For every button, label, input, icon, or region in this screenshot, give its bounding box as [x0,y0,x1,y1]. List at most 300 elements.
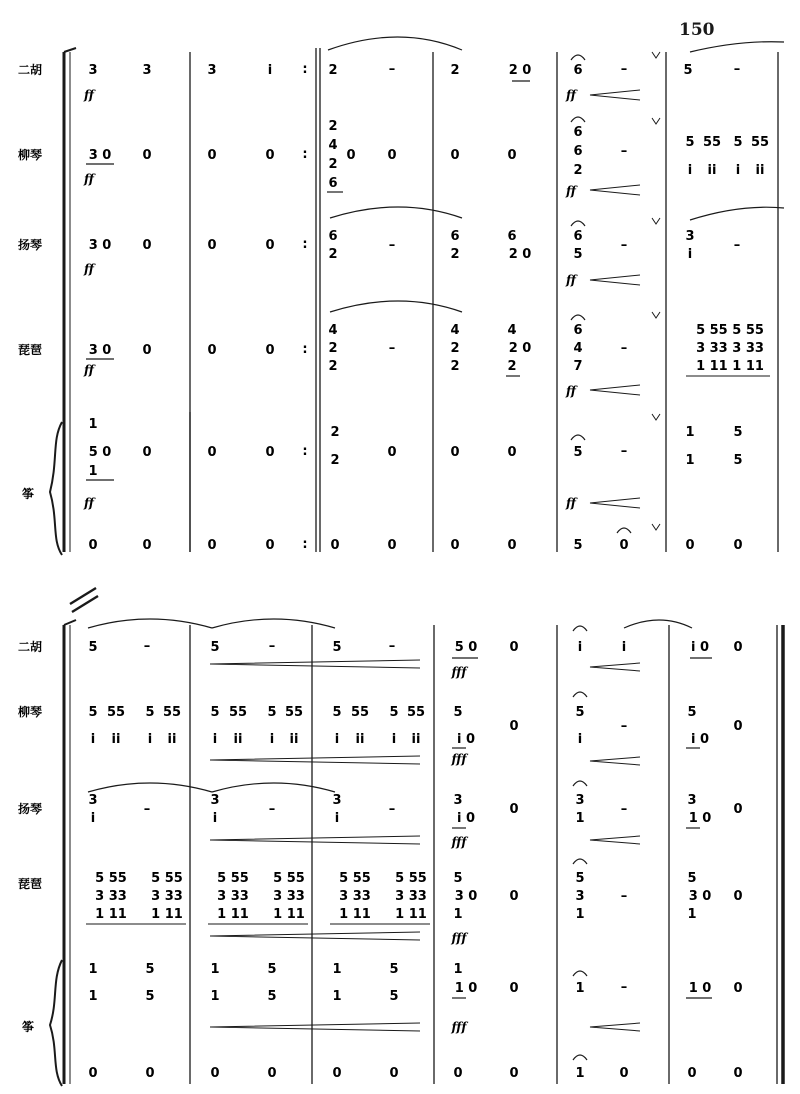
note: 3 [687,793,697,808]
crescendo [590,385,640,395]
note: 5 [685,135,695,150]
slur [330,301,462,312]
slur [88,619,212,628]
note: 55 [228,705,248,720]
note: 55 [106,705,126,720]
note: 0 [207,343,217,358]
note: 0 [509,640,519,655]
note: 3 33 [95,889,127,904]
note: i [687,163,693,178]
fermata [571,221,585,226]
note: 0 [346,148,356,163]
fermata [573,626,587,631]
note: 1 11 [217,907,249,922]
dynamic-mark: ff [84,363,94,377]
note: 1 [685,425,695,440]
note: 3 0 [88,148,112,163]
dynamic-mark: ff [566,496,576,510]
dynamic-mark: ff [84,88,94,102]
crescendo [210,1023,420,1031]
breath-mark [652,524,660,530]
note: 0 [142,238,152,253]
note: 1 [332,962,342,977]
note: 3 33 [151,889,183,904]
note: 3 0 [688,889,712,904]
zheng-brace [50,960,62,1086]
fermata [573,692,587,697]
note: 0 [450,538,460,553]
note: 0 [267,1066,277,1081]
slur [330,207,462,218]
note: 5 [332,640,342,655]
slur [328,37,462,50]
note: i 0 [456,811,476,826]
note: 0 [450,445,460,460]
note: 1 11 [339,907,371,922]
system-bracket-hook [64,620,76,625]
note: 5 [687,705,697,720]
note: 1 [332,989,342,1004]
section-slash [70,588,98,612]
crescendo [590,275,640,285]
crescendo [210,660,420,668]
note: i [90,811,96,826]
note: ii [707,163,717,178]
note: 6 [573,323,583,338]
note: 3 [453,793,463,808]
note: i [90,732,96,747]
note: 5 [733,135,743,150]
note: 6 [573,63,583,78]
note: – [388,238,396,253]
note: 2 0 [508,247,532,262]
note: 0 [509,889,519,904]
note: – [268,639,276,654]
note: 0 [509,981,519,996]
note: – [143,639,151,654]
note: 0 [733,719,743,734]
note: 2 0 [508,63,532,78]
note: – [388,802,396,817]
note: 5 [683,63,693,78]
note: ii [289,732,299,747]
slur [212,783,335,792]
note: 5 [210,705,220,720]
note: 0 [387,538,397,553]
note: 0 [145,1066,155,1081]
note: – [388,62,396,77]
note: i [269,732,275,747]
note: 0 [733,981,743,996]
fermata [573,859,587,864]
note: – [620,802,628,817]
note: 2 [328,119,338,134]
note: 1 11 [95,907,127,922]
note: 5 55 [217,871,249,886]
note: 5 [88,640,98,655]
note: – [733,62,741,77]
note: 6 [507,229,517,244]
note: 0 [507,148,517,163]
dynamic-mark: ff [566,384,576,398]
note: 1 11 [151,907,183,922]
note: 0 [142,148,152,163]
note: 1 [687,907,697,922]
note: 5 [453,871,463,886]
note: i [212,732,218,747]
note: 5 [267,989,277,1004]
note: 3 33 [217,889,249,904]
note: – [388,341,396,356]
note: 4 [328,323,338,338]
crescendo [590,90,640,100]
note: : [302,444,308,459]
note: 0 [389,1066,399,1081]
note: 3 33 3 33 [696,341,764,356]
note: 6 [450,229,460,244]
note: – [388,639,396,654]
note: 5 [733,453,743,468]
note: 0 [509,802,519,817]
note: 0 [453,1066,463,1081]
note: 1 [88,989,98,1004]
crescendo [590,757,640,765]
note: 5 [687,871,697,886]
note: – [620,444,628,459]
slur [624,620,692,628]
note: 0 [687,1066,697,1081]
note: 0 [733,802,743,817]
page-number: 150 [679,20,715,40]
note: 6 [328,176,338,191]
fermata [573,781,587,786]
breath-mark [652,414,660,420]
note: 3 [210,793,220,808]
note: 5 [389,989,399,1004]
note: : [302,62,308,77]
label-zheng: 筝 [22,1020,35,1034]
note: 3 [88,63,98,78]
note: 1 [575,907,585,922]
note: 2 0 [508,341,532,356]
note: – [620,341,628,356]
dynamic-mark: ff [566,88,576,102]
note: i 0 [456,732,476,747]
crescendo [590,185,640,195]
crescendo [210,932,420,940]
note: 55 [162,705,182,720]
note: 5 [145,962,155,977]
note: 4 [450,323,460,338]
dynamic-mark: ff [566,184,576,198]
note: ii [755,163,765,178]
note: 5 [389,962,399,977]
note: 5 [332,705,342,720]
note: 1 11 1 11 [696,359,764,374]
note: – [620,62,628,77]
note: 2 [328,157,338,172]
note: 5 [88,705,98,720]
note: 0 [387,445,397,460]
fermata [571,117,585,122]
note: ii [111,732,121,747]
note: 1 0 [688,981,712,996]
score-structure [50,37,784,1086]
breath-mark [652,52,660,58]
system-bracket-hook [64,48,76,52]
note: 5 0 [454,640,478,655]
note: 1 [685,453,695,468]
dynamic-mark: ff [84,262,94,276]
note: 5 55 [395,871,427,886]
note: 1 [88,962,98,977]
note: 5 [145,989,155,1004]
note: ii [411,732,421,747]
note: 0 [210,1066,220,1081]
note: : [302,537,308,552]
fermata [571,55,585,60]
note: 5 [573,247,583,262]
note: – [620,889,628,904]
crescendo [590,1023,640,1031]
note: 2 [328,247,338,262]
note: ii [233,732,243,747]
note: 5 [733,425,743,440]
note: : [302,147,308,162]
note: 0 [265,238,275,253]
note: 5 [453,705,463,720]
note: 5 [573,538,583,553]
note: 55 [750,135,770,150]
note: 1 [88,417,98,432]
slur [690,207,784,220]
note: 5 [210,640,220,655]
note: 0 [509,719,519,734]
note: 0 [733,889,743,904]
note: 6 [573,125,583,140]
note: 0 [733,1066,743,1081]
note: 3 [142,63,152,78]
note: ii [167,732,177,747]
label-erhu: 二胡 [18,63,43,77]
fermata [573,1055,587,1060]
note: 1 [575,811,585,826]
note: ii [355,732,365,747]
note: 3 33 [339,889,371,904]
note: i [147,732,153,747]
crescendo [210,836,420,844]
note: 3 [575,793,585,808]
note: 5 55 [95,871,127,886]
note: 0 [685,538,695,553]
note: – [733,238,741,253]
note: 2 [573,163,583,178]
note: 0 [265,538,275,553]
note: 1 0 [454,981,478,996]
dynamic-mark: fff [451,931,467,945]
note: 0 [507,445,517,460]
note: i [735,163,741,178]
note: 1 [575,981,585,996]
note: i [334,732,340,747]
note: 5 [575,705,585,720]
note: 3 33 [395,889,427,904]
fermata [571,315,585,320]
note: 4 [573,341,583,356]
note: – [143,802,151,817]
label-erhu: 二胡 [18,640,43,654]
note: 0 [265,148,275,163]
note: 55 [406,705,426,720]
note: – [620,238,628,253]
note: i [267,63,273,78]
crescendo [590,663,640,671]
label-liuqin: 柳琴 [18,705,43,719]
note: 3 0 [88,343,112,358]
note: 1 [453,907,463,922]
note: 55 [284,705,304,720]
note: i [212,811,218,826]
fermata [571,435,585,440]
note: 4 [507,323,517,338]
note: 0 [733,640,743,655]
slur [690,42,784,52]
note: 2 [328,63,338,78]
note: 0 [509,1066,519,1081]
slur [212,619,335,628]
breath-mark [652,218,660,224]
note: 4 [328,138,338,153]
note: 5 [573,445,583,460]
note: 5 [389,705,399,720]
note: i [687,247,693,262]
breath-mark [652,312,660,318]
note: 5 [575,871,585,886]
note: 0 [207,538,217,553]
note: 2 [330,425,340,440]
note: 0 [88,1066,98,1081]
note: – [620,980,628,995]
slur [88,783,212,792]
crescendo [590,836,640,844]
note: 55 [702,135,722,150]
note: : [302,342,308,357]
note: 5 0 [88,445,112,460]
note: 2 [450,247,460,262]
note: 2 [450,341,460,356]
note: 1 [575,1066,585,1081]
label-pipa: 琵琶 [18,877,43,891]
note: 0 [265,445,275,460]
note: i [577,732,583,747]
note: i [621,640,627,655]
note: 2 [330,453,340,468]
note: 0 [507,538,517,553]
note: – [268,802,276,817]
note: i [334,811,340,826]
label-yangqin: 扬琴 [18,238,43,252]
note: 3 [207,63,217,78]
note: 1 [210,989,220,1004]
note: 0 [387,148,397,163]
note: 1 [210,962,220,977]
note: 2 [450,359,460,374]
note: 0 [207,148,217,163]
note: 0 [142,538,152,553]
label-yangqin: 扬琴 [18,802,43,816]
note: 2 [450,63,460,78]
note: 6 [573,229,583,244]
note: 5 55 [151,871,183,886]
note: 3 [332,793,342,808]
note: i [391,732,397,747]
fermata [573,971,587,976]
note: 5 55 [339,871,371,886]
note: 1 [453,962,463,977]
note: 3 [88,793,98,808]
note: 3 0 [454,889,478,904]
note: 5 [267,962,277,977]
dynamic-mark: ff [566,273,576,287]
note: 0 [332,1066,342,1081]
note: 7 [573,359,583,374]
label-zheng: 筝 [22,487,35,501]
note: 5 55 [273,871,305,886]
note: 0 [142,445,152,460]
note: 0 [207,238,217,253]
note: 5 [145,705,155,720]
note: 3 [575,889,585,904]
note: – [620,144,628,159]
note: i [577,640,583,655]
zheng-brace [50,422,62,555]
dynamic-mark: ff [84,172,94,186]
note: 55 [350,705,370,720]
note: 3 33 [273,889,305,904]
instrument-labels [18,62,42,1034]
note: 5 [267,705,277,720]
note: 2 [507,359,517,374]
note: i 0 [690,640,710,655]
note: i 0 [690,732,710,747]
note: 0 [733,538,743,553]
crescendo [210,756,420,764]
dynamic-mark: fff [451,752,467,766]
note: 2 [328,359,338,374]
crescendo [590,498,640,508]
note: 0 [619,1066,629,1081]
breath-mark [652,118,660,124]
label-pipa: 琵琶 [18,343,43,357]
note: 1 11 [395,907,427,922]
note: 6 [328,229,338,244]
note: 0 [619,538,629,553]
note: 0 [142,343,152,358]
note: 3 [685,229,695,244]
note: 1 11 [273,907,305,922]
note: 0 [450,148,460,163]
label-liuqin: 柳琴 [18,148,43,162]
note: 3 0 [88,238,112,253]
note: 5 55 5 55 [696,323,764,338]
note: 0 [330,538,340,553]
dynamic-mark: fff [451,835,467,849]
note: 0 [265,343,275,358]
note: 1 0 [688,811,712,826]
dynamic-mark: ff [84,496,94,510]
note: 6 [573,144,583,159]
dynamic-mark: fff [451,665,467,679]
